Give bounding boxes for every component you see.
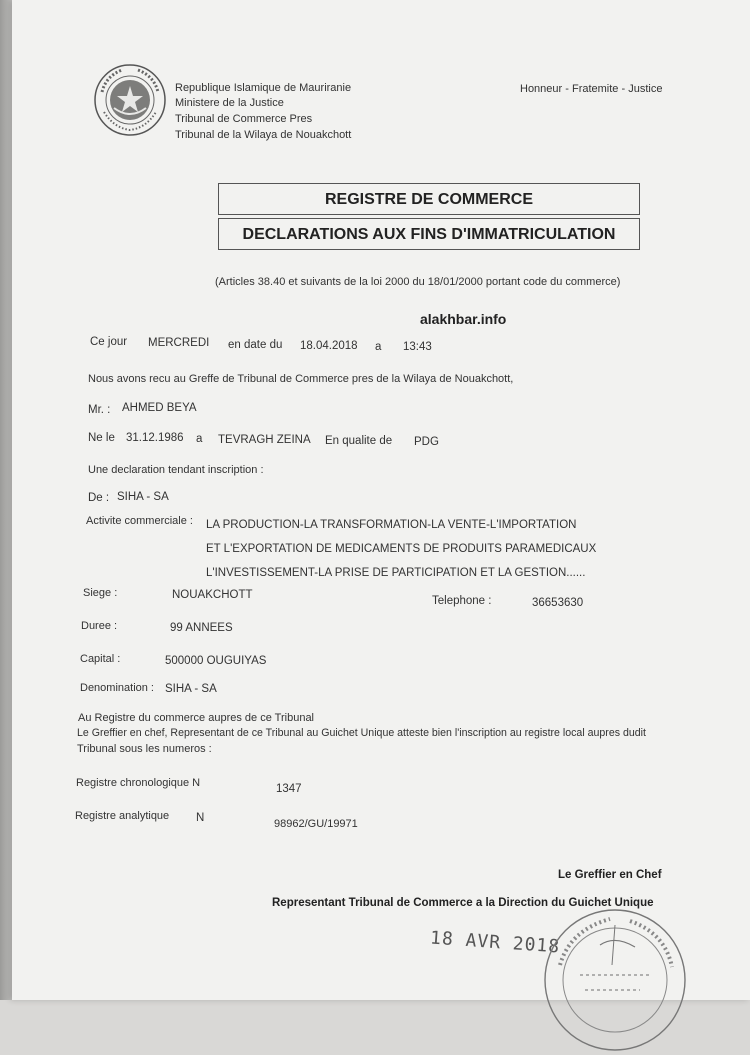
day-value: MERCREDI: [148, 337, 210, 349]
qualite-label: En qualite de: [325, 435, 393, 447]
chrono-label: Registre chronologique N: [76, 777, 201, 789]
siege-label: Siege :: [83, 587, 118, 599]
activite-line-1: LA PRODUCTION-LA TRANSFORMATION-LA VENTE-L'IMPORTATION: [206, 519, 577, 531]
capital-label: Capital :: [80, 653, 121, 665]
telephone-label: Telephone :: [432, 595, 492, 607]
header-line-3: Tribunal de Commerce Pres: [175, 113, 313, 125]
declaration-text: Une declaration tendant inscription :: [88, 464, 264, 476]
registre-line-3: Tribunal sous les numeros :: [77, 743, 212, 755]
chrono-value: 1347: [276, 783, 302, 795]
mr-name: AHMED BEYA: [122, 402, 197, 414]
date-label: en date du: [228, 339, 283, 351]
registre-line-1: Au Registre du commerce aupres de ce Tribunal: [78, 712, 315, 724]
duree-label: Duree :: [81, 620, 118, 632]
date-value: 18.04.2018: [300, 340, 358, 352]
analytique-value: 98962/GU/19971: [274, 818, 358, 830]
received-text: Nous avons recu au Greffe de Tribunal de Commerce pres de la Wilaya de Nouakchott,: [88, 373, 514, 385]
official-round-stamp: [540, 905, 690, 1055]
denomination-value: SIHA - SA: [165, 683, 217, 695]
registre-line-2: Le Greffier en chef, Representant de ce Tribunal au Guichet Unique atteste bien l'inscription au registre local aupres dudit: [77, 727, 646, 739]
state-seal-emblem: [92, 62, 168, 138]
born-place: TEVRAGH ZEINA: [218, 434, 311, 446]
denomination-label: Denomination :: [80, 682, 154, 694]
title-registre: REGISTRE DE COMMERCE: [218, 183, 640, 215]
greffier-title: Le Greffier en Chef: [558, 869, 662, 881]
capital-value: 500000 OUGUIYAS: [165, 655, 267, 667]
watermark: alakhbar.info: [420, 311, 507, 327]
motto: Honneur - Fratemite - Justice: [520, 83, 663, 95]
mr-label: Mr. :: [88, 404, 111, 416]
activite-line-3: L'INVESTISSEMENT-LA PRISE DE PARTICIPATION ET LA GESTION......: [206, 567, 586, 579]
born-label: Ne le: [88, 432, 115, 444]
born-a-label: a: [196, 433, 203, 445]
born-date: 31.12.1986: [126, 432, 184, 444]
date-stamp: 18 AVR 2018: [429, 927, 561, 958]
duree-value: 99 ANNEES: [170, 622, 233, 634]
analytique-n: N: [196, 812, 205, 824]
header-line-1: Republique Islamique de Mauriranie: [175, 82, 352, 94]
activite-line-2: ET L'EXPORTATION DE MEDICAMENTS DE PRODUITS PARAMEDICAUX: [206, 543, 597, 555]
telephone-value: 36653630: [532, 597, 584, 609]
activite-label: Activite commerciale :: [86, 515, 193, 527]
title-declarations: DECLARATIONS AUX FINS D'IMMATRICULATION: [218, 218, 640, 250]
ce-jour-label: Ce jour: [90, 336, 128, 348]
de-value: SIHA - SA: [117, 491, 169, 503]
time-value: 13:43: [403, 341, 432, 353]
articles-note: (Articles 38.40 et suivants de la loi 2000 du 18/01/2000 portant code du commerce): [215, 276, 621, 288]
qualite-value: PDG: [414, 436, 439, 448]
de-label: De :: [88, 492, 110, 504]
analytique-label: Registre analytique: [75, 810, 170, 822]
a-label: a: [375, 341, 382, 353]
header-line-2: Ministere de la Justice: [175, 97, 284, 109]
representant-line: Representant Tribunal de Commerce a la Direction du Guichet Unique: [272, 897, 654, 909]
siege-value: NOUAKCHOTT: [172, 589, 253, 601]
header-line-4: Tribunal de la Wilaya de Nouakchott: [175, 129, 352, 141]
